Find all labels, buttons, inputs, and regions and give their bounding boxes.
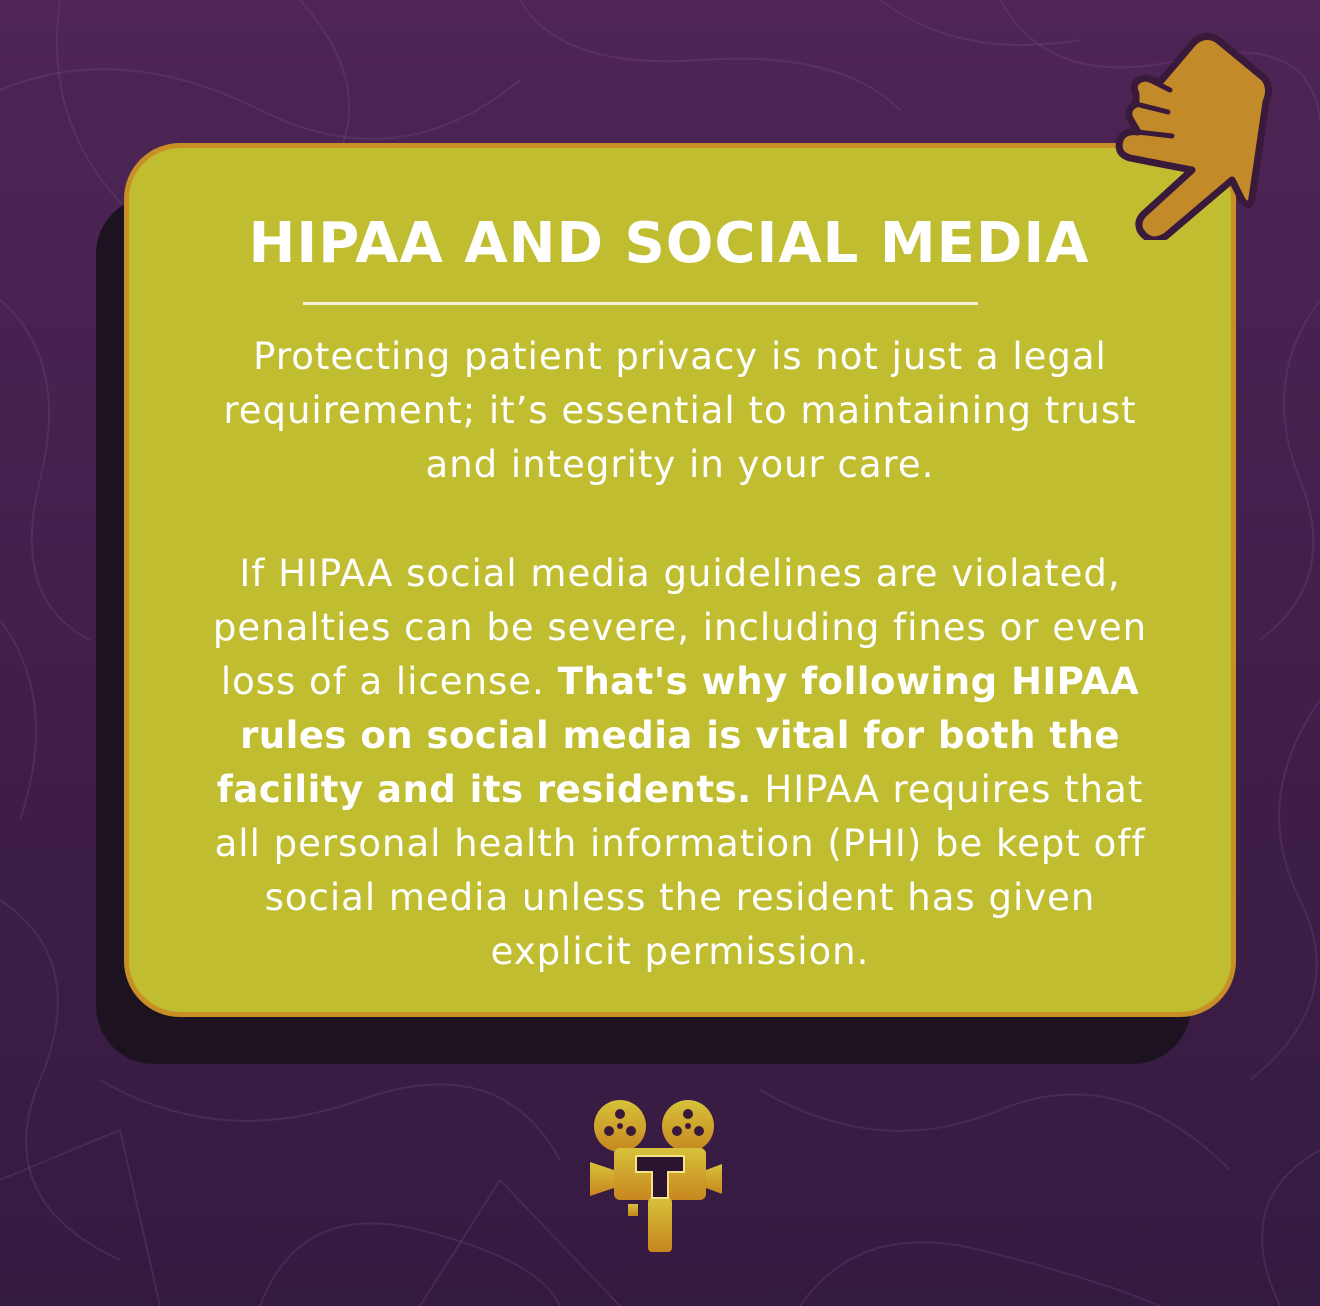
emphasis-text: rules on social media is vital for both the xyxy=(240,714,1120,757)
penalties-line: explicit permission. xyxy=(490,930,870,973)
penalties-paragraph xyxy=(129,547,1231,979)
penalties-line: HIPAA requires that xyxy=(751,768,1144,811)
penalties-line: penalties can be severe, including fines or even xyxy=(212,606,1148,649)
penalties-line: loss of a license. xyxy=(220,660,558,703)
emphasis-text: That's why following HIPAA xyxy=(557,660,1140,703)
penalties-line: social media unless the resident has given xyxy=(264,876,1096,919)
intro-line: Protecting patient privacy is not just a legal xyxy=(253,335,1107,378)
film-projector-logo xyxy=(588,1098,732,1254)
penalties-line: If HIPAA social media guidelines are violated, xyxy=(239,552,1121,595)
intro-line: requirement; it’s essential to maintaining trust xyxy=(223,389,1137,432)
title-divider xyxy=(303,302,978,305)
pointing-hand-icon xyxy=(1102,30,1272,240)
penalties-line: all personal health information (PHI) be kept off xyxy=(214,822,1146,865)
intro-paragraph xyxy=(129,330,1231,492)
intro-line: and integrity in your care. xyxy=(425,443,935,486)
info-card xyxy=(124,143,1236,1017)
card-title: HIPAA AND SOCIAL MEDIA xyxy=(248,211,1090,276)
emphasis-text: facility and its residents. xyxy=(216,768,752,811)
